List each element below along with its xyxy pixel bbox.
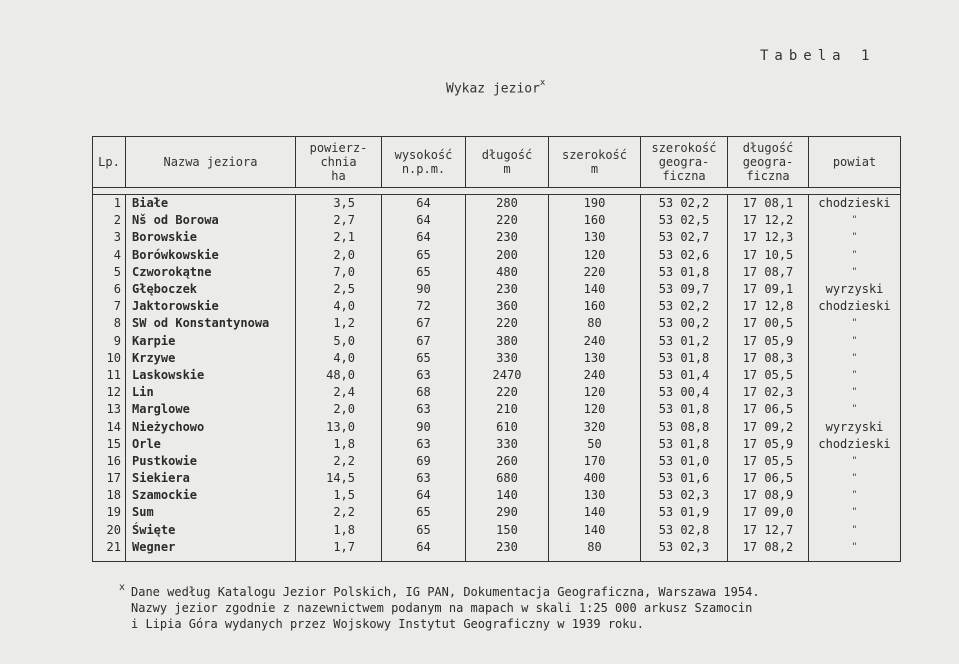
cell-altitude: 64 bbox=[382, 195, 466, 213]
cell-width: 80 bbox=[549, 539, 641, 562]
cell-area: 2,0 bbox=[296, 247, 382, 264]
title-text: Wykaz jezior bbox=[446, 81, 540, 97]
cell-length: 220 bbox=[466, 384, 549, 401]
cell-altitude: 65 bbox=[382, 522, 466, 539]
cell-name: Nš od Borowa bbox=[126, 212, 296, 229]
cell-county: " bbox=[809, 212, 901, 229]
page-title bbox=[446, 80, 545, 96]
cell-county: " bbox=[809, 522, 901, 539]
table-row bbox=[93, 281, 901, 298]
cell-lp: 11 bbox=[93, 367, 126, 384]
cell-lp: 12 bbox=[93, 384, 126, 401]
cell-lp: 7 bbox=[93, 298, 126, 315]
cell-lp: 18 bbox=[93, 487, 126, 504]
cell-width: 120 bbox=[549, 401, 641, 418]
cell-length: 480 bbox=[466, 264, 549, 281]
footnote-line-3: i Lipia Góra wydanych przez Wojskowy Instytut Geograficzny w 1939 roku. bbox=[131, 617, 644, 631]
cell-longitude: 17 08,2 bbox=[728, 539, 809, 562]
table-row bbox=[93, 453, 901, 470]
cell-name: Siekiera bbox=[126, 470, 296, 487]
cell-latitude: 53 02,2 bbox=[641, 298, 728, 315]
header-length: długość m bbox=[466, 137, 549, 188]
cell-length: 610 bbox=[466, 418, 549, 435]
table-row bbox=[93, 470, 901, 487]
cell-width: 130 bbox=[549, 229, 641, 246]
cell-width: 190 bbox=[549, 195, 641, 213]
cell-longitude: 17 05,5 bbox=[728, 367, 809, 384]
cell-altitude: 90 bbox=[382, 281, 466, 298]
cell-county: chodzieski bbox=[809, 298, 901, 315]
table-number-label: Tabela 1 bbox=[760, 48, 876, 64]
cell-name: Szamockie bbox=[126, 487, 296, 504]
cell-latitude: 53 02,6 bbox=[641, 247, 728, 264]
cell-altitude: 68 bbox=[382, 384, 466, 401]
cell-latitude: 53 00,2 bbox=[641, 315, 728, 332]
cell-county: " bbox=[809, 504, 901, 521]
table-row bbox=[93, 229, 901, 246]
cell-county: wyrzyski bbox=[809, 281, 901, 298]
cell-lp: 3 bbox=[93, 229, 126, 246]
cell-width: 50 bbox=[549, 436, 641, 453]
cell-area: 2,7 bbox=[296, 212, 382, 229]
cell-lp: 21 bbox=[93, 539, 126, 562]
cell-altitude: 63 bbox=[382, 436, 466, 453]
cell-name: Orle bbox=[126, 436, 296, 453]
footnote bbox=[119, 582, 760, 632]
footnote-line-1: Dane według Katalogu Jezior Polskich, IG PAN, Dokumentacja Geograficzna, Warszawa 1954. bbox=[131, 585, 760, 599]
cell-name: Laskowskie bbox=[126, 367, 296, 384]
cell-name: Białe bbox=[126, 195, 296, 213]
cell-county: " bbox=[809, 333, 901, 350]
cell-latitude: 53 01,0 bbox=[641, 453, 728, 470]
cell-county: " bbox=[809, 367, 901, 384]
footnote-mark: x bbox=[119, 582, 126, 593]
cell-altitude: 64 bbox=[382, 229, 466, 246]
cell-altitude: 65 bbox=[382, 247, 466, 264]
cell-area: 2,5 bbox=[296, 281, 382, 298]
cell-name: Jaktorowskie bbox=[126, 298, 296, 315]
cell-name: Marglowe bbox=[126, 401, 296, 418]
cell-latitude: 53 01,6 bbox=[641, 470, 728, 487]
cell-latitude: 53 08,8 bbox=[641, 418, 728, 435]
cell-lp: 13 bbox=[93, 401, 126, 418]
cell-length: 140 bbox=[466, 487, 549, 504]
table-row bbox=[93, 247, 901, 264]
header-latitude: szerokość geogra- ficzna bbox=[641, 137, 728, 188]
cell-area: 5,0 bbox=[296, 333, 382, 350]
cell-area: 2,2 bbox=[296, 504, 382, 521]
cell-longitude: 17 10,5 bbox=[728, 247, 809, 264]
cell-longitude: 17 08,9 bbox=[728, 487, 809, 504]
cell-altitude: 72 bbox=[382, 298, 466, 315]
cell-latitude: 53 02,8 bbox=[641, 522, 728, 539]
cell-width: 400 bbox=[549, 470, 641, 487]
cell-county: " bbox=[809, 539, 901, 562]
cell-name: Pustkowie bbox=[126, 453, 296, 470]
table-header-row bbox=[93, 137, 901, 188]
lakes-table bbox=[92, 136, 901, 562]
cell-altitude: 69 bbox=[382, 453, 466, 470]
table-row bbox=[93, 401, 901, 418]
cell-length: 360 bbox=[466, 298, 549, 315]
cell-area: 2,4 bbox=[296, 384, 382, 401]
table-row bbox=[93, 504, 901, 521]
header-name: Nazwa jeziora bbox=[126, 137, 296, 188]
cell-area: 1,2 bbox=[296, 315, 382, 332]
cell-width: 140 bbox=[549, 522, 641, 539]
cell-name: Karpie bbox=[126, 333, 296, 350]
table-row bbox=[93, 487, 901, 504]
cell-altitude: 63 bbox=[382, 470, 466, 487]
title-footnote-mark: x bbox=[539, 78, 546, 88]
cell-lp: 5 bbox=[93, 264, 126, 281]
cell-lp: 16 bbox=[93, 453, 126, 470]
cell-altitude: 67 bbox=[382, 333, 466, 350]
cell-area: 1,7 bbox=[296, 539, 382, 562]
cell-width: 240 bbox=[549, 367, 641, 384]
cell-longitude: 17 05,9 bbox=[728, 333, 809, 350]
cell-altitude: 63 bbox=[382, 367, 466, 384]
table-row bbox=[93, 212, 901, 229]
table-row bbox=[93, 367, 901, 384]
header-county: powiat bbox=[809, 137, 901, 188]
cell-lp: 17 bbox=[93, 470, 126, 487]
table-row bbox=[93, 418, 901, 435]
cell-width: 240 bbox=[549, 333, 641, 350]
header-longitude: długość geogra- ficzna bbox=[728, 137, 809, 188]
header-altitude: wysokość n.p.m. bbox=[382, 137, 466, 188]
table-row bbox=[93, 298, 901, 315]
table-row bbox=[93, 384, 901, 401]
header-width: szerokość m bbox=[549, 137, 641, 188]
table-row bbox=[93, 436, 901, 453]
cell-latitude: 53 01,2 bbox=[641, 333, 728, 350]
cell-longitude: 17 02,3 bbox=[728, 384, 809, 401]
cell-width: 120 bbox=[549, 247, 641, 264]
cell-longitude: 17 06,5 bbox=[728, 470, 809, 487]
table-body bbox=[93, 195, 901, 562]
cell-latitude: 53 01,8 bbox=[641, 401, 728, 418]
cell-longitude: 17 08,1 bbox=[728, 195, 809, 213]
table-row bbox=[93, 264, 901, 281]
header-area: powierz- chnia ha bbox=[296, 137, 382, 188]
cell-width: 140 bbox=[549, 281, 641, 298]
cell-width: 130 bbox=[549, 350, 641, 367]
cell-county: " bbox=[809, 401, 901, 418]
cell-name: Borowskie bbox=[126, 229, 296, 246]
cell-altitude: 65 bbox=[382, 504, 466, 521]
cell-county: wyrzyski bbox=[809, 418, 901, 435]
cell-longitude: 17 12,2 bbox=[728, 212, 809, 229]
cell-length: 2470 bbox=[466, 367, 549, 384]
cell-altitude: 64 bbox=[382, 487, 466, 504]
cell-length: 210 bbox=[466, 401, 549, 418]
cell-county: " bbox=[809, 384, 901, 401]
cell-county: " bbox=[809, 247, 901, 264]
cell-longitude: 17 06,5 bbox=[728, 401, 809, 418]
cell-county: " bbox=[809, 229, 901, 246]
cell-latitude: 53 09,7 bbox=[641, 281, 728, 298]
cell-width: 320 bbox=[549, 418, 641, 435]
cell-lp: 6 bbox=[93, 281, 126, 298]
cell-length: 280 bbox=[466, 195, 549, 213]
cell-width: 170 bbox=[549, 453, 641, 470]
cell-altitude: 63 bbox=[382, 401, 466, 418]
cell-longitude: 17 09,1 bbox=[728, 281, 809, 298]
cell-latitude: 53 01,8 bbox=[641, 350, 728, 367]
cell-width: 140 bbox=[549, 504, 641, 521]
cell-name: SW od Konstantynowa bbox=[126, 315, 296, 332]
cell-altitude: 65 bbox=[382, 350, 466, 367]
cell-width: 130 bbox=[549, 487, 641, 504]
cell-longitude: 17 12,8 bbox=[728, 298, 809, 315]
cell-name: Sum bbox=[126, 504, 296, 521]
cell-latitude: 53 01,9 bbox=[641, 504, 728, 521]
cell-area: 2,1 bbox=[296, 229, 382, 246]
cell-county: " bbox=[809, 264, 901, 281]
cell-county: chodzieski bbox=[809, 436, 901, 453]
cell-lp: 15 bbox=[93, 436, 126, 453]
cell-length: 290 bbox=[466, 504, 549, 521]
cell-county: " bbox=[809, 487, 901, 504]
cell-longitude: 17 08,3 bbox=[728, 350, 809, 367]
cell-length: 220 bbox=[466, 315, 549, 332]
cell-county: chodzieski bbox=[809, 195, 901, 213]
cell-width: 120 bbox=[549, 384, 641, 401]
header-lp: Lp. bbox=[93, 137, 126, 188]
cell-name: Święte bbox=[126, 522, 296, 539]
cell-latitude: 53 02,7 bbox=[641, 229, 728, 246]
cell-lp: 10 bbox=[93, 350, 126, 367]
cell-longitude: 17 08,7 bbox=[728, 264, 809, 281]
cell-length: 330 bbox=[466, 436, 549, 453]
cell-name: Lin bbox=[126, 384, 296, 401]
table-row bbox=[93, 350, 901, 367]
cell-lp: 20 bbox=[93, 522, 126, 539]
cell-name: Krzywe bbox=[126, 350, 296, 367]
cell-length: 680 bbox=[466, 470, 549, 487]
cell-length: 330 bbox=[466, 350, 549, 367]
cell-latitude: 53 01,8 bbox=[641, 264, 728, 281]
cell-area: 14,5 bbox=[296, 470, 382, 487]
header-spacer-row bbox=[93, 188, 901, 195]
table-row bbox=[93, 315, 901, 332]
cell-lp: 4 bbox=[93, 247, 126, 264]
cell-area: 1,8 bbox=[296, 522, 382, 539]
cell-name: Wegner bbox=[126, 539, 296, 562]
cell-lp: 19 bbox=[93, 504, 126, 521]
cell-altitude: 65 bbox=[382, 264, 466, 281]
cell-lp: 9 bbox=[93, 333, 126, 350]
cell-altitude: 64 bbox=[382, 539, 466, 562]
cell-area: 4,0 bbox=[296, 298, 382, 315]
cell-width: 80 bbox=[549, 315, 641, 332]
table-row bbox=[93, 522, 901, 539]
cell-area: 3,5 bbox=[296, 195, 382, 213]
cell-county: " bbox=[809, 315, 901, 332]
cell-longitude: 17 12,7 bbox=[728, 522, 809, 539]
cell-latitude: 53 02,3 bbox=[641, 487, 728, 504]
cell-name: Borówkowskie bbox=[126, 247, 296, 264]
cell-length: 150 bbox=[466, 522, 549, 539]
cell-longitude: 17 12,3 bbox=[728, 229, 809, 246]
cell-altitude: 67 bbox=[382, 315, 466, 332]
cell-name: Nieżychowo bbox=[126, 418, 296, 435]
cell-latitude: 53 01,8 bbox=[641, 436, 728, 453]
cell-lp: 14 bbox=[93, 418, 126, 435]
table-row bbox=[93, 539, 901, 562]
cell-name: Głęboczek bbox=[126, 281, 296, 298]
cell-area: 4,0 bbox=[296, 350, 382, 367]
cell-area: 2,0 bbox=[296, 401, 382, 418]
cell-altitude: 64 bbox=[382, 212, 466, 229]
footnote-line-2: Nazwy jezior zgodnie z nazewnictwem podanym na mapach w skali 1:25 000 arkusz Szamocin bbox=[131, 601, 753, 615]
cell-width: 160 bbox=[549, 298, 641, 315]
cell-length: 230 bbox=[466, 229, 549, 246]
cell-latitude: 53 02,2 bbox=[641, 195, 728, 213]
cell-latitude: 53 02,5 bbox=[641, 212, 728, 229]
cell-longitude: 17 00,5 bbox=[728, 315, 809, 332]
cell-lp: 2 bbox=[93, 212, 126, 229]
cell-altitude: 90 bbox=[382, 418, 466, 435]
table-row bbox=[93, 333, 901, 350]
cell-latitude: 53 00,4 bbox=[641, 384, 728, 401]
cell-width: 220 bbox=[549, 264, 641, 281]
cell-name: Czworokątne bbox=[126, 264, 296, 281]
cell-area: 2,2 bbox=[296, 453, 382, 470]
cell-area: 48,0 bbox=[296, 367, 382, 384]
cell-length: 200 bbox=[466, 247, 549, 264]
cell-area: 1,8 bbox=[296, 436, 382, 453]
table-row bbox=[93, 195, 901, 213]
cell-area: 7,0 bbox=[296, 264, 382, 281]
cell-length: 260 bbox=[466, 453, 549, 470]
cell-county: " bbox=[809, 350, 901, 367]
cell-latitude: 53 01,4 bbox=[641, 367, 728, 384]
cell-longitude: 17 05,9 bbox=[728, 436, 809, 453]
cell-length: 230 bbox=[466, 281, 549, 298]
header-spacer bbox=[93, 188, 901, 195]
cell-lp: 1 bbox=[93, 195, 126, 213]
cell-lp: 8 bbox=[93, 315, 126, 332]
cell-length: 220 bbox=[466, 212, 549, 229]
cell-longitude: 17 05,5 bbox=[728, 453, 809, 470]
cell-width: 160 bbox=[549, 212, 641, 229]
cell-longitude: 17 09,0 bbox=[728, 504, 809, 521]
cell-latitude: 53 02,3 bbox=[641, 539, 728, 562]
cell-area: 13,0 bbox=[296, 418, 382, 435]
cell-length: 380 bbox=[466, 333, 549, 350]
cell-area: 1,5 bbox=[296, 487, 382, 504]
cell-longitude: 17 09,2 bbox=[728, 418, 809, 435]
cell-county: " bbox=[809, 470, 901, 487]
cell-county: " bbox=[809, 453, 901, 470]
cell-length: 230 bbox=[466, 539, 549, 562]
